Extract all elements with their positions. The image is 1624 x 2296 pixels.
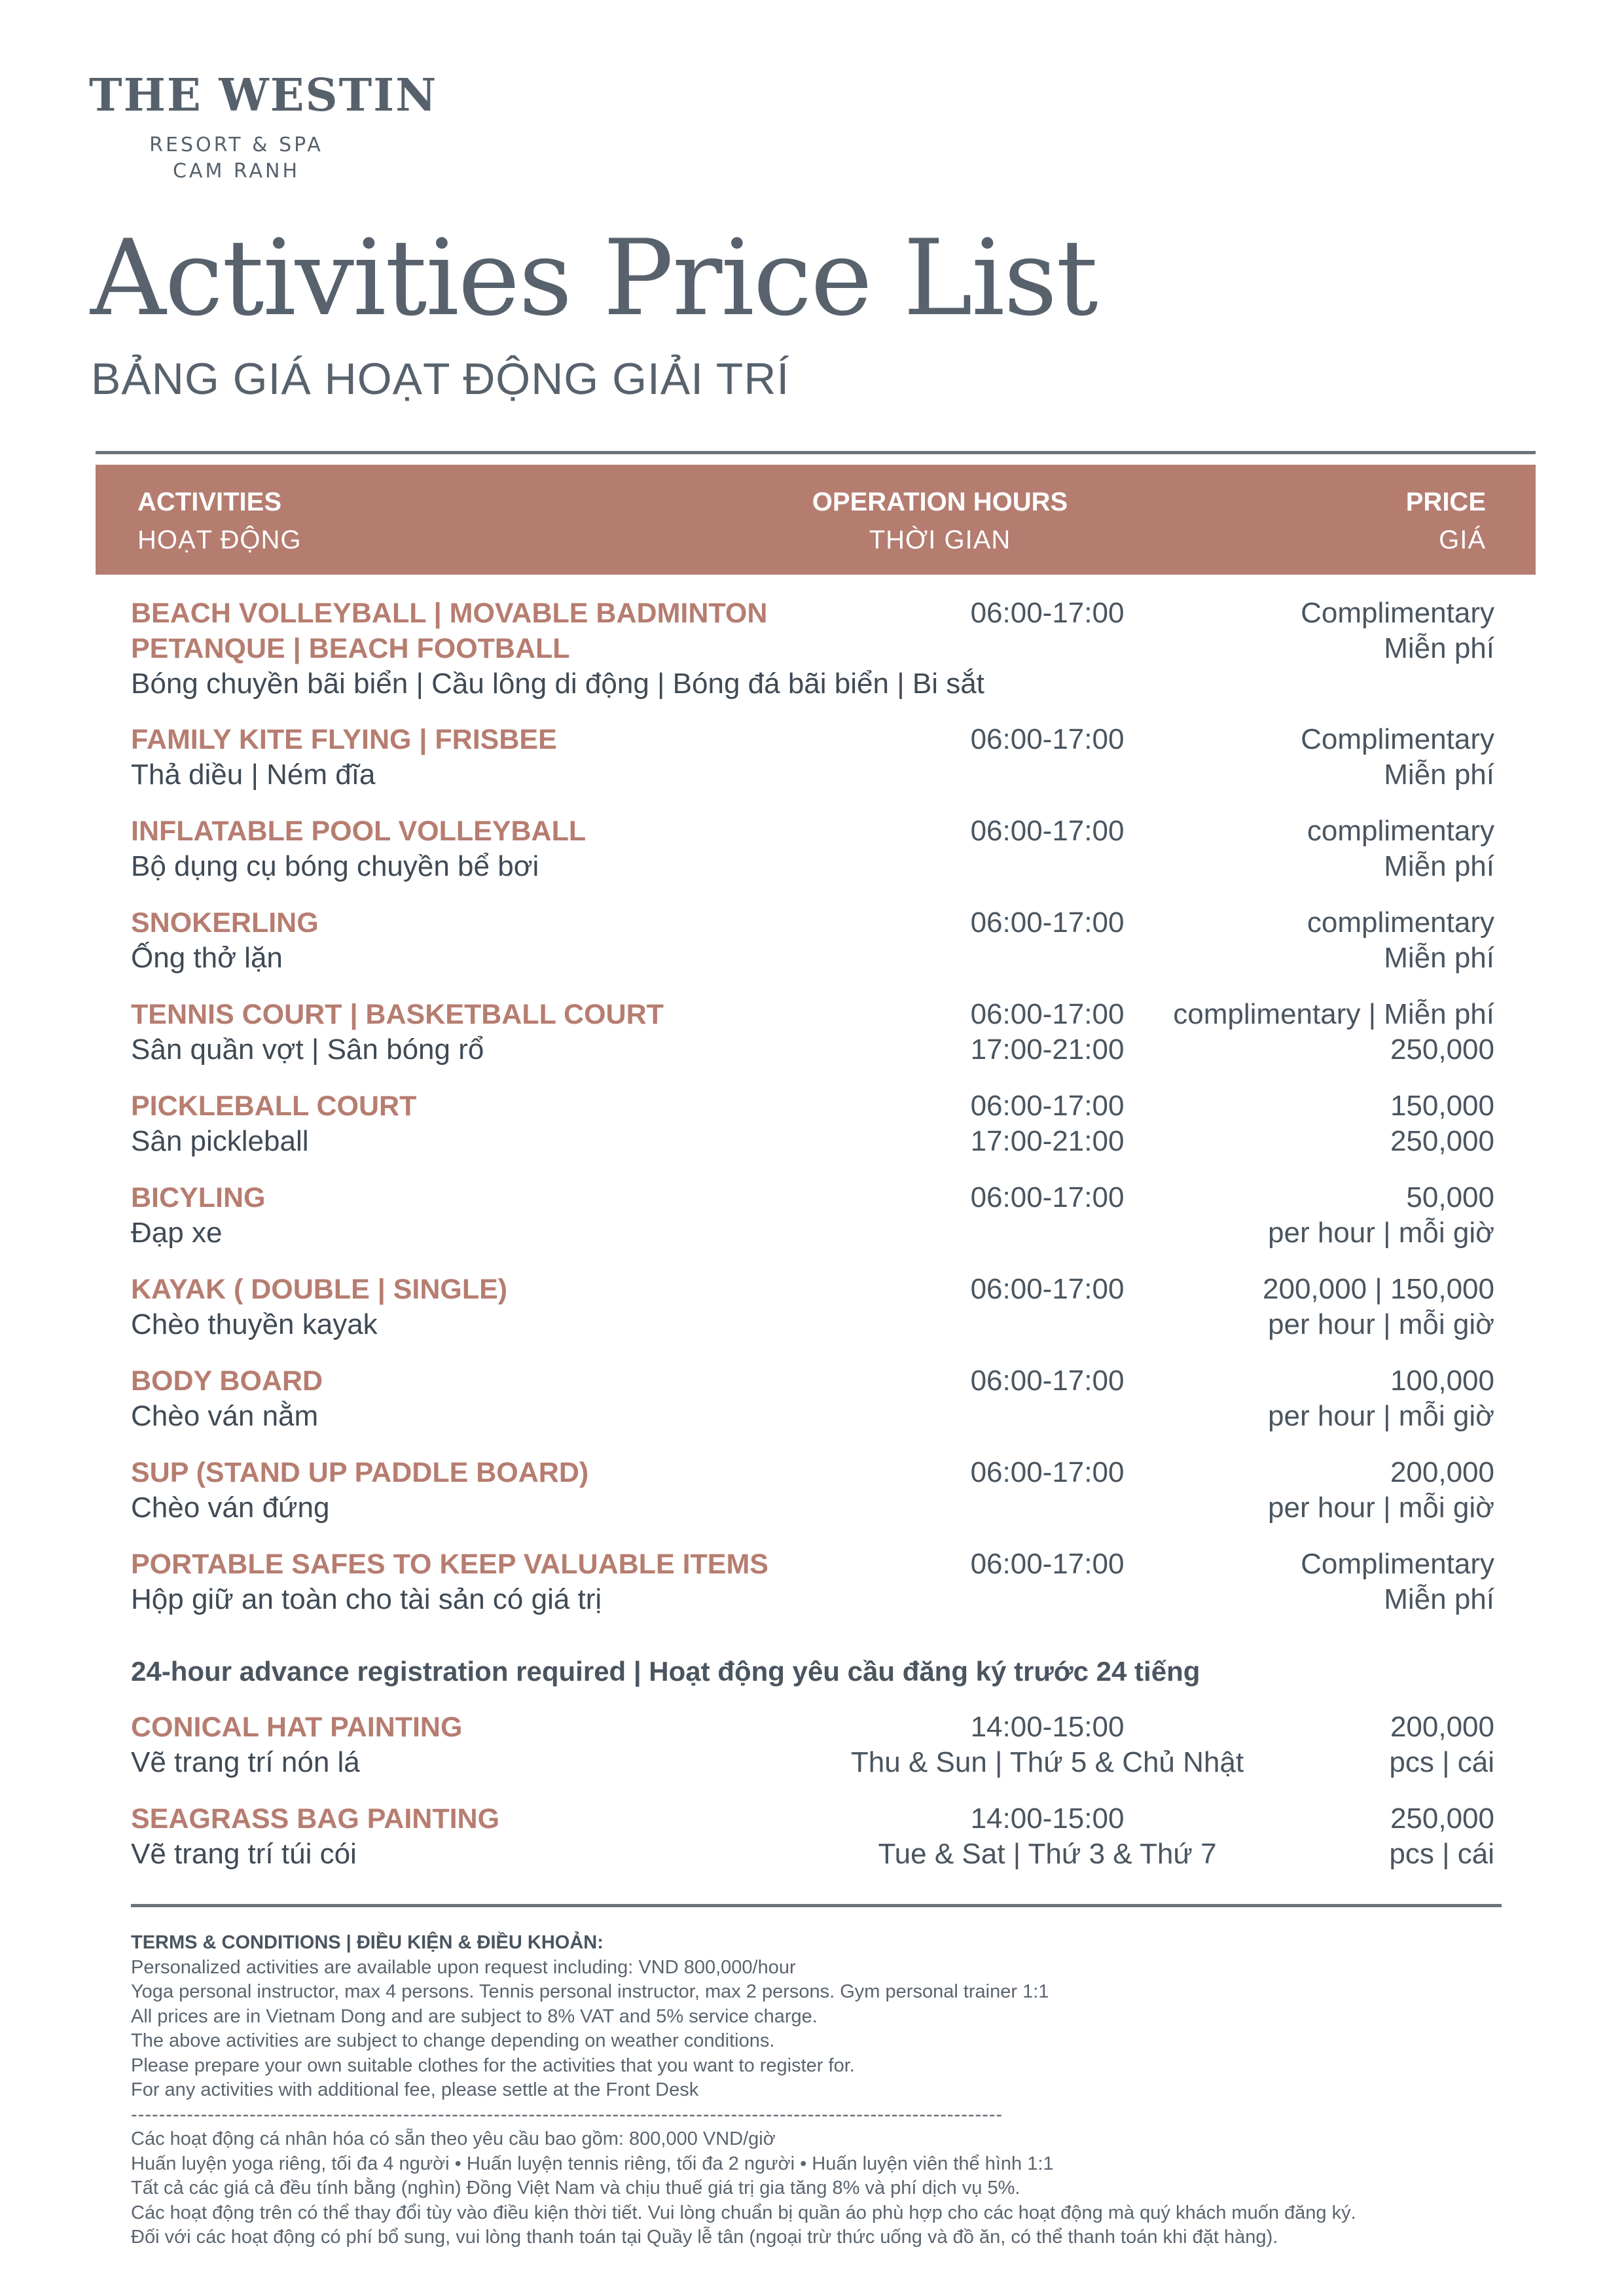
terms-en-line: All prices are in Vietnam Dong and are subject to 8% VAT and 5% service charge. — [131, 2005, 818, 2027]
terms-en-line: The above activities are subject to change depending on weather conditions. — [131, 2030, 775, 2051]
terms-vi-line: Đối với các hoạt động có phí bổ sung, vui lòng thanh toán tại Quầy lễ tân (ngoại trừ thức uống và đồ ăn, có thể thanh toán khi đặt hàng). — [131, 2227, 1278, 2248]
price: 150,000 — [1390, 1090, 1494, 1122]
operation-hours: 06:00-17:00 — [970, 815, 1125, 847]
activity-name-vi: Vẽ trang trí nón lá — [131, 1746, 360, 1778]
activity-name: FAMILY KITE FLYING | FRISBEE — [131, 724, 557, 755]
activity-name: KAYAK ( DOUBLE | SINGLE) — [131, 1274, 508, 1305]
activity-name: BODY BOARD — [131, 1365, 323, 1397]
activity-name: BICYLING — [131, 1182, 266, 1213]
activity-name: BEACH VOLLEYBALL | MOVABLE BADMINTON — [131, 598, 768, 629]
activity-name: SUP (STAND UP PADDLE BOARD) — [131, 1457, 589, 1488]
header-price — [1406, 483, 1486, 559]
header-hours-vi: THỜI GIAN — [869, 526, 1011, 554]
operation-hours: 06:00-17:00 — [970, 1365, 1125, 1397]
activity-name: TENNIS COURT | BASKETBALL COURT — [131, 999, 664, 1030]
activity-name: CONICAL HAT PAINTING — [131, 1712, 463, 1743]
header-hours — [809, 483, 1071, 559]
header-activities-vi: HOẠT ĐỘNG — [137, 526, 302, 554]
header-hours-en: OPERATION HOURS — [812, 488, 1068, 516]
activity-name-vi: Bóng chuyền bãi biển | Cầu lông di động | Bóng đá bãi biển | Bi sắt — [131, 668, 984, 700]
terms-vi-line: Huấn luyện yoga riêng, tối đa 4 người • Huấn luyện tennis riêng, tối đa 2 người • Huấn luyện viên thể hình 1:1 — [131, 2153, 1054, 2174]
price: Complimentary — [1301, 597, 1494, 629]
activity-name-vi: Chèo ván nằm — [131, 1400, 319, 1432]
activity-name-vi: Vẽ trang trí túi cói — [131, 1838, 357, 1870]
price: 250,000 — [1390, 1803, 1494, 1835]
operation-hours: 06:00-17:00 — [970, 1090, 1125, 1122]
header-activities-en: ACTIVITIES — [137, 488, 282, 516]
advance-registration-note: 24-hour advance registration required | Hoạt động yêu cầu đăng ký trước 24 tiếng — [131, 1656, 1200, 1687]
operation-hours-2: 17:00-21:00 — [970, 1125, 1125, 1157]
table-header — [96, 465, 1536, 575]
operation-hours: 06:00-17:00 — [970, 723, 1125, 755]
price: Complimentary — [1301, 1548, 1494, 1580]
activity-name-vi: Hộp giữ an toàn cho tài sản có giá trị — [131, 1583, 602, 1615]
price-note: per hour | mỗi giờ — [1268, 1217, 1494, 1249]
operation-hours: 14:00-15:00 — [970, 1803, 1125, 1835]
price-note: Miễn phí — [1384, 1583, 1494, 1615]
terms-en-line: Personalized activities are available upon request including: VND 800,000/hour — [131, 1956, 796, 1978]
activity-name-vi: Chèo thuyền kayak — [131, 1308, 378, 1340]
price-2: 250,000 — [1390, 1033, 1494, 1066]
operation-hours: 06:00-17:00 — [970, 1548, 1125, 1580]
terms-and-conditions — [131, 1931, 1506, 2250]
price-2: 250,000 — [1390, 1125, 1494, 1157]
terms-vi-line: Các hoạt động cá nhân hóa có sẵn theo yêu cầu bao gồm: 800,000 VND/giờ — [131, 2128, 776, 2149]
price-note: Miễn phí — [1384, 942, 1494, 974]
activity-name: PICKLEBALL COURT — [131, 1090, 417, 1122]
top-divider — [96, 451, 1536, 454]
operation-hours: 06:00-17:00 — [970, 906, 1125, 939]
price-note: Miễn phí — [1384, 850, 1494, 882]
activity-name-2: PETANQUE | BEACH FOOTBALL — [131, 633, 570, 664]
terms-heading: TERMS & CONDITIONS | ĐIỀU KIỆN & ĐIỀU KHOẢN: — [131, 1932, 604, 1953]
activity-name-vi: Thả diều | Ném đĩa — [131, 759, 376, 791]
logo-brand: THE WESTIN — [89, 69, 438, 122]
page-subtitle: BẢNG GIÁ HOẠT ĐỘNG GIẢI TRÍ — [91, 354, 790, 404]
header-price-vi: GIÁ — [1439, 526, 1486, 554]
terms-en-line: Please prepare your own suitable clothes for the activities that you want to register for. — [131, 2054, 855, 2076]
price: 50,000 — [1406, 1181, 1494, 1213]
logo — [89, 69, 438, 185]
activity-name: SEAGRASS BAG PAINTING — [131, 1803, 500, 1835]
header-price-en: PRICE — [1405, 488, 1486, 516]
price: complimentary | Miễn phí — [1173, 998, 1494, 1030]
logo-subtitle-2: CAM RANH — [172, 160, 300, 183]
activity-name-vi: Sân pickleball — [131, 1125, 309, 1157]
price: 200,000 — [1390, 1711, 1494, 1743]
activity-name-vi: Đạp xe — [131, 1217, 223, 1249]
activity-name: PORTABLE SAFES TO KEEP VALUABLE ITEMS — [131, 1549, 768, 1580]
activity-name: SNOKERLING — [131, 907, 319, 939]
price: complimentary — [1307, 906, 1494, 939]
terms-dashed-divider: ----------------------------------------------------------------------------------------------------------------------------- — [131, 2104, 1003, 2125]
terms-en-line: For any activities with additional fee, please settle at the Front Desk — [131, 2079, 699, 2100]
operation-hours: 14:00-15:00 — [970, 1711, 1125, 1743]
price-note: per hour | mỗi giờ — [1268, 1492, 1494, 1524]
terms-vi-line: Các hoạt động trên có thể thay đổi tùy vào điều kiện thời tiết. Vui lòng chuẩn bị quần áo phù hợp cho các hoạt động mà quý khách muốn đăng ký. — [131, 2202, 1356, 2223]
operation-hours: 06:00-17:00 — [970, 1273, 1125, 1305]
price: complimentary — [1307, 815, 1494, 847]
logo-subtitle-1: RESORT & SPA — [149, 134, 323, 156]
price: 200,000 | 150,000 — [1263, 1273, 1494, 1305]
operation-hours: 06:00-17:00 — [970, 998, 1125, 1030]
page-title: Activities Price List — [90, 217, 1097, 339]
operation-hours-2: 17:00-21:00 — [970, 1033, 1125, 1066]
operation-hours: 06:00-17:00 — [970, 597, 1125, 629]
operation-hours: 06:00-17:00 — [970, 1456, 1125, 1488]
header-activities — [137, 483, 302, 559]
price-note: Miễn phí — [1384, 759, 1494, 791]
price-note: per hour | mỗi giờ — [1268, 1400, 1494, 1432]
price: Complimentary — [1301, 723, 1494, 755]
price: 200,000 — [1390, 1456, 1494, 1488]
price-note: pcs | cái — [1389, 1746, 1494, 1778]
activity-name-vi: Bộ dụng cụ bóng chuyền bể bơi — [131, 850, 539, 882]
activity-name-vi: Sân quần vợt | Sân bóng rổ — [131, 1033, 484, 1066]
activity-name-vi: Chèo ván đứng — [131, 1492, 330, 1524]
price-note: Miễn phí — [1384, 632, 1494, 664]
terms-vi-line: Tất cả các giá cả đều tính bằng (nghìn) Đồng Việt Nam và chịu thuế giá trị gia tăng 8% và phí dịch vụ 5%. — [131, 2178, 1020, 2198]
bottom-divider — [131, 1904, 1502, 1907]
price-note: pcs | cái — [1389, 1838, 1494, 1870]
price: 100,000 — [1390, 1365, 1494, 1397]
operation-hours: 06:00-17:00 — [970, 1181, 1125, 1213]
operation-days: Thu & Sun | Thứ 5 & Chủ Nhật — [850, 1746, 1244, 1778]
activity-name-vi: Ống thở lặn — [131, 942, 283, 974]
terms-en-line: Yoga personal instructor, max 4 persons. Tennis personal instructor, max 2 persons. Gym personal trainer 1:1 — [131, 1981, 1049, 2002]
operation-days: Tue & Sat | Thứ 3 & Thứ 7 — [878, 1838, 1217, 1870]
activity-name: INFLATABLE POOL VOLLEYBALL — [131, 816, 586, 847]
price-note: per hour | mỗi giờ — [1268, 1308, 1494, 1340]
